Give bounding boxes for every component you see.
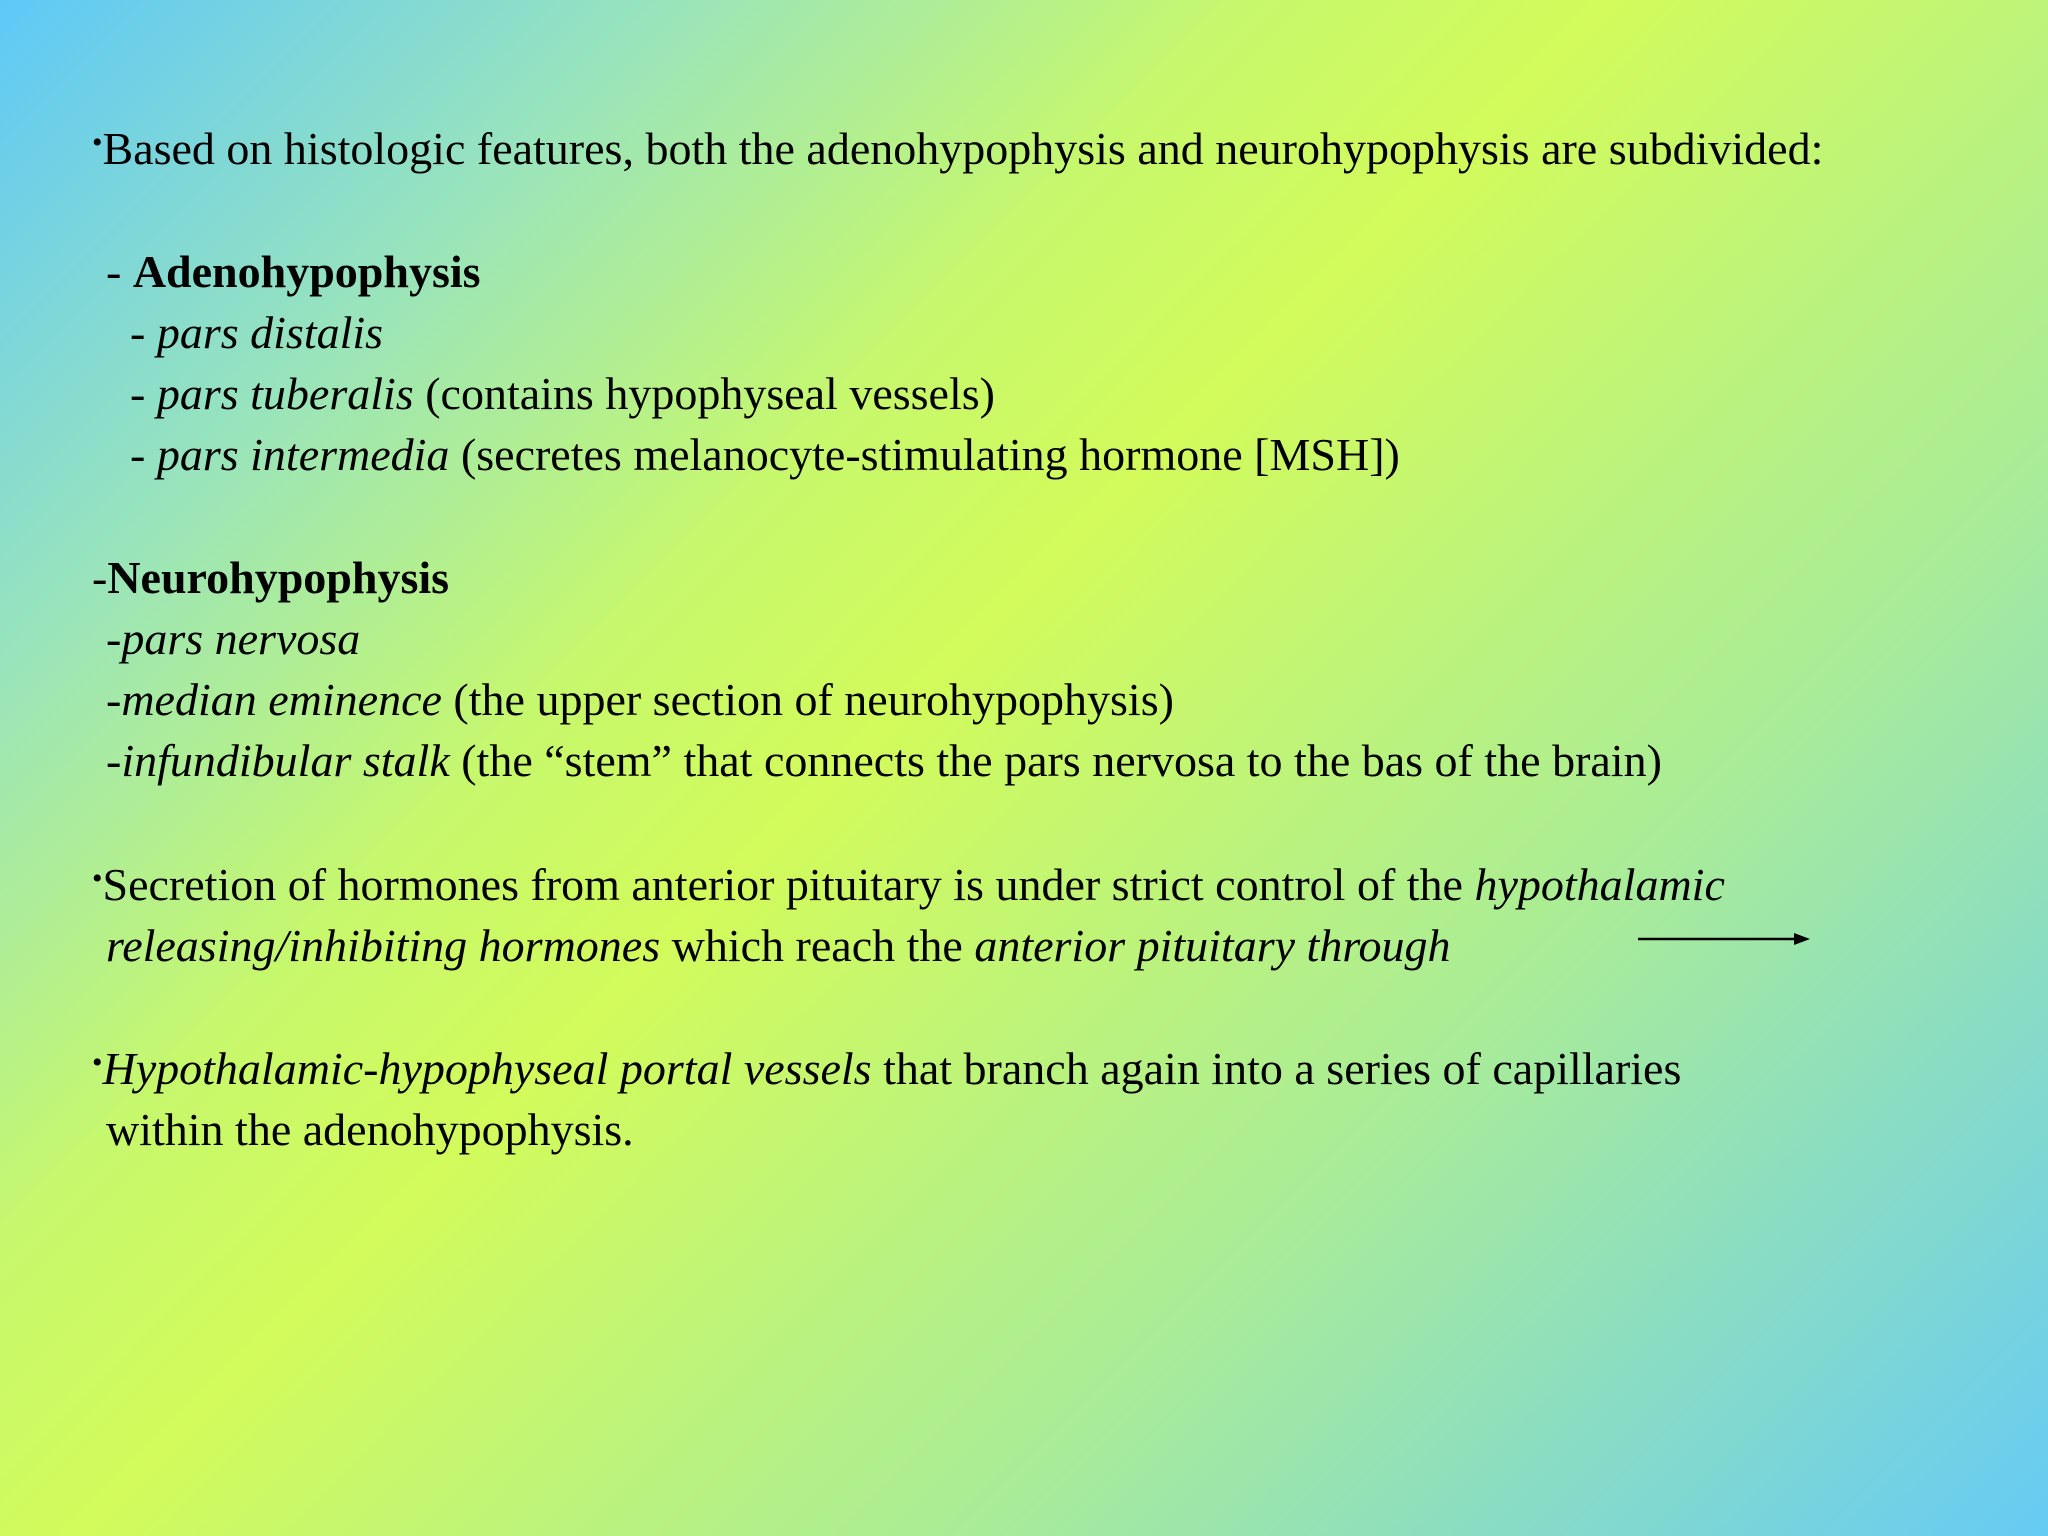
dash: - (106, 613, 122, 664)
bullet-icon: • (92, 1046, 103, 1079)
dash: - (92, 552, 108, 603)
heading-text: Neurohypophysis (107, 552, 450, 603)
neuro-item-pars-nervosa (106, 613, 361, 664)
note: (the “stem” that connects the pars nervosa to the bas of the brain) (449, 735, 1662, 786)
dash: - (106, 246, 133, 297)
text: Secretion of hormones from anterior pituitary is under strict control of the (102, 859, 1475, 910)
adeno-item-pars-tuberalis (130, 368, 995, 419)
dash: - (106, 674, 122, 725)
adenohypophysis-heading (106, 246, 481, 297)
bullet-point-histology (92, 123, 1824, 174)
neuro-item-infundibular-stalk (106, 735, 1662, 786)
term: pars intermedia (156, 429, 450, 480)
italic-text: hypothalamic (1474, 859, 1725, 910)
text: that branch again into a series of capillaries (871, 1043, 1682, 1094)
note: (contains hypophyseal vessels) (413, 368, 995, 419)
bullet-icon: • (92, 126, 103, 159)
bullet-point-portal-vessels-line1 (92, 1043, 1682, 1094)
adeno-item-pars-distalis (130, 307, 384, 358)
bullet-text: Based on histologic features, both the adenohypophysis and neurohypophysis are subdivided: (102, 123, 1824, 174)
adeno-item-pars-intermedia (130, 429, 1400, 480)
term: pars tuberalis (156, 368, 414, 419)
right-arrow-icon (1638, 930, 1810, 948)
bullet-point-portal-vessels-line2 (106, 1104, 634, 1155)
text: within the adenohypophysis. (106, 1104, 634, 1155)
term: pars distalis (156, 307, 384, 358)
dash: - (130, 368, 157, 419)
dash: - (130, 307, 157, 358)
text: which reach the (660, 920, 975, 971)
term: infundibular stalk (121, 735, 450, 786)
bullet-point-secretion-line2 (106, 920, 1451, 971)
dash: - (130, 429, 157, 480)
term: pars nervosa (121, 613, 361, 664)
neuro-item-median-eminence (106, 674, 1174, 725)
note: (the upper section of neurohypophysis) (441, 674, 1174, 725)
heading-text: Adenohypophysis (132, 246, 481, 297)
bullet-point-secretion-line1 (92, 859, 1725, 910)
dash: - (106, 735, 122, 786)
italic-text: Hypothalamic-hypophyseal portal vessels (102, 1043, 872, 1094)
italic-text: releasing/inhibiting hormones (106, 920, 661, 971)
italic-text: anterior pituitary through (974, 920, 1451, 971)
bullet-icon: • (92, 862, 103, 895)
term: median eminence (121, 674, 442, 725)
neurohypophysis-heading (92, 552, 450, 603)
note: (secretes melanocyte-stimulating hormone [MSH]) (449, 429, 1400, 480)
